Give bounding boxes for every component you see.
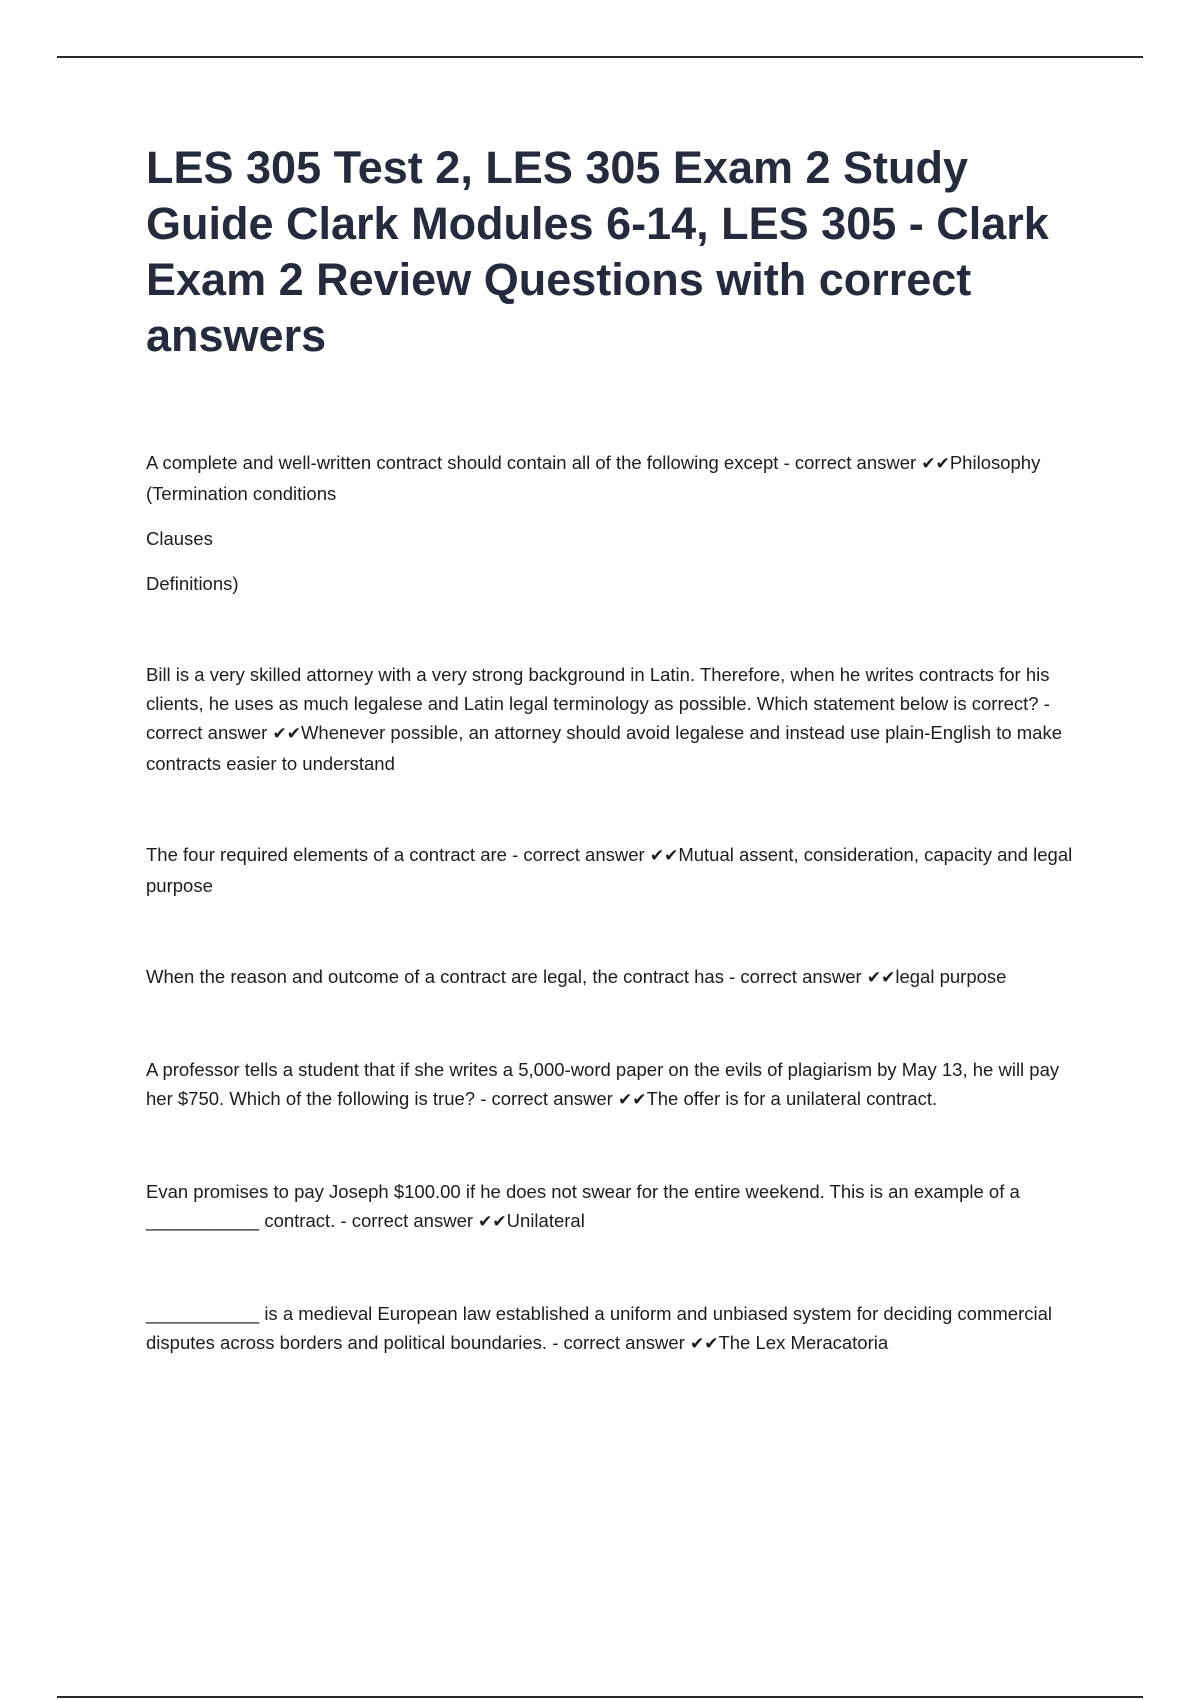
answer-text: legal purpose xyxy=(895,966,1007,987)
qa-item xyxy=(146,1299,1086,1359)
checkmark-icon: ✔✔ xyxy=(617,1090,647,1110)
answer-text: Unilateral xyxy=(506,1210,585,1231)
qa-item xyxy=(146,962,1086,993)
qa-entry xyxy=(146,962,1086,993)
qa-entry xyxy=(146,1299,1086,1359)
qa-entry xyxy=(146,448,1086,508)
document-title: LES 305 Test 2, LES 305 Exam 2 Study Guide Clark Modules 6-14, LES 305 - Clark Exam 2 Review Questions with correct answers xyxy=(146,142,1049,361)
checkmark-icon: ✔✔ xyxy=(866,968,896,988)
answer-text: Whenever possible, an attorney should avoid legalese and instead use plain-English to make contracts easier to understand xyxy=(146,722,1062,774)
top-divider xyxy=(57,56,1143,58)
qa-item xyxy=(146,1177,1086,1237)
qa-item xyxy=(146,840,1086,900)
checkmark-icon: ✔✔ xyxy=(649,846,679,866)
qa-entry xyxy=(146,1177,1086,1237)
question-text: A complete and well-written contract should contain all of the following except - correct answer xyxy=(146,452,917,473)
question-text: When the reason and outcome of a contract are legal, the contract has - correct answer xyxy=(146,966,862,987)
qa-entry xyxy=(146,1055,1086,1115)
checkmark-icon: ✔✔ xyxy=(272,724,301,744)
answer-text: The offer is for a unilateral contract. xyxy=(646,1088,938,1109)
question-text: Bill is a very skilled attorney with a very strong background in Latin. Therefore, when he writes contracts for his clients, he uses as much legalese and Latin legal terminology as possible. Which statement below is correct? - correct answer xyxy=(146,664,1050,743)
bottom-divider xyxy=(57,1696,1143,1698)
qa-item xyxy=(146,1055,1086,1115)
qa-list xyxy=(146,448,1086,1359)
question-text: Evan promises to pay Joseph $100.00 if he does not swear for the entire weekend. This is an example of a ___________ contract. - correct answer xyxy=(146,1181,1020,1231)
answer-text: Mutual assent, consideration, capacity and legal purpose xyxy=(146,844,1073,896)
checkmark-icon: ✔✔ xyxy=(921,454,950,474)
checkmark-icon: ✔✔ xyxy=(478,1212,507,1232)
question-text: ___________ is a medieval European law established a uniform and unbiased system for deciding commercial disputes across borders and political boundaries. - correct answer xyxy=(146,1303,1053,1353)
question-text: The four required elements of a contract are - correct answer xyxy=(146,844,645,865)
answer-text: Philosophy (Termination conditions xyxy=(146,452,1041,504)
document-body xyxy=(146,140,1086,1359)
answer-continuation: Clauses xyxy=(146,528,213,549)
answer-continuation: Definitions) xyxy=(146,573,239,594)
checkmark-icon: ✔✔ xyxy=(689,1334,719,1354)
qa-entry xyxy=(146,840,1086,900)
question-text: A professor tells a student that if she writes a 5,000-word paper on the evils of plagiarism by May 13, he will pay her $750. Which of the following is true? - correct answer xyxy=(146,1059,1060,1109)
qa-entry xyxy=(146,660,1086,778)
qa-item xyxy=(146,660,1086,778)
answer-text: The Lex Meracatoria xyxy=(718,1332,889,1353)
qa-item xyxy=(146,448,1086,598)
